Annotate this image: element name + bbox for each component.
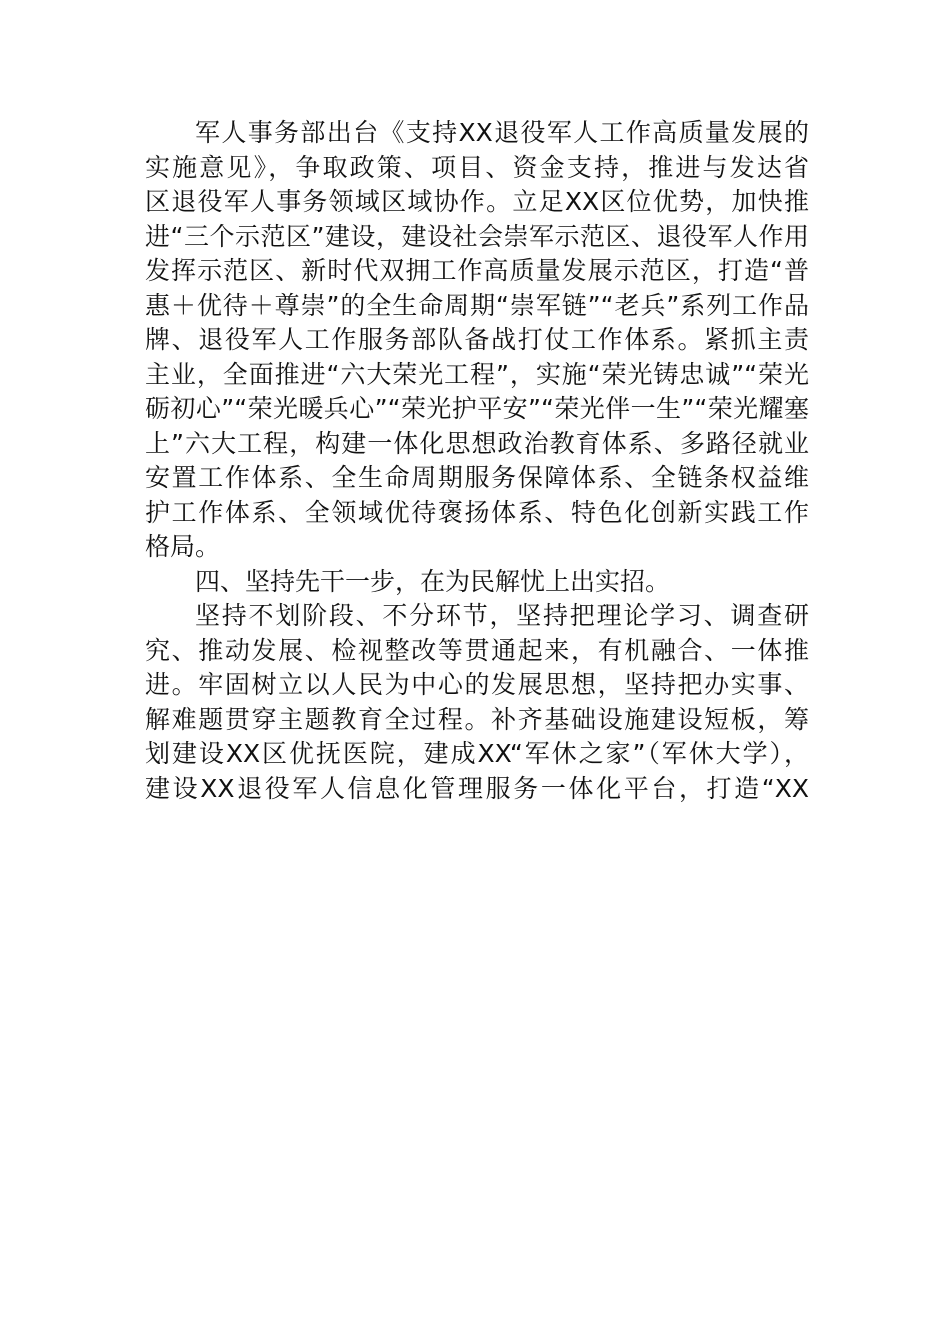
text-line: 进“三个示范区”建设，建设社会崇军示范区、退役军人作用 <box>145 221 809 251</box>
text-line: 主业，全面推进“六大荣光工程”，实施“荣光铸忠诚”“荣光 <box>145 359 809 389</box>
text-line: 发挥示范区、新时代双拥工作高质量发展示范区，打造“普 <box>145 256 809 285</box>
document-body <box>145 116 809 806</box>
text-line: 安置工作体系、全生命周期服务保障体系、全链条权益维 <box>145 463 809 492</box>
text-line: 实施意见》，争取政策、项目、资金支持，推进与发达省 <box>145 152 809 182</box>
text-line: 格局。 <box>145 532 221 561</box>
text-line: 牌、退役军人工作服务部队备战打仗工作体系。紧抓主责 <box>145 325 809 354</box>
text-line: 上”六大工程，构建一体化思想政治教育体系、多路径就业 <box>145 428 809 458</box>
text-line: 惠＋优待＋尊崇”的全生命周期“崇军链”“老兵”系列工作品 <box>145 290 809 320</box>
text-line: 砺初心”“荣光暖兵心”“荣光护平安”“荣光伴一生”“荣光耀塞 <box>145 394 809 423</box>
text-line: 护工作体系、全领域优待褒扬体系、特色化创新实践工作 <box>145 497 809 527</box>
text-line: 解难题贯穿主题教育全过程。补齐基础设施建设短板，筹 <box>145 704 809 734</box>
text-line: 区退役军人事务领域区域协作。立足XX区位优势，加快推 <box>145 187 809 216</box>
text-line: 划建设XX区优抚医院，建成XX“军休之家”（军休大学）， <box>145 739 809 768</box>
section-heading: 四、坚持先干一步，在为民解忧上出实招。 <box>195 566 671 596</box>
text-line: 军人事务部出台《支持XX退役军人工作高质量发展的 <box>195 118 809 147</box>
text-line: 建设XX退役军人信息化管理服务一体化平台，打造“XX <box>145 773 809 803</box>
text-line: 坚持不划阶段、不分环节，坚持把理论学习、调查研 <box>195 601 809 630</box>
text-line: 进。牢固树立以人民为中心的发展思想，坚持把办实事、 <box>145 670 809 699</box>
text-line: 究、推动发展、检视整改等贯通起来，有机融合、一体推 <box>145 635 809 665</box>
